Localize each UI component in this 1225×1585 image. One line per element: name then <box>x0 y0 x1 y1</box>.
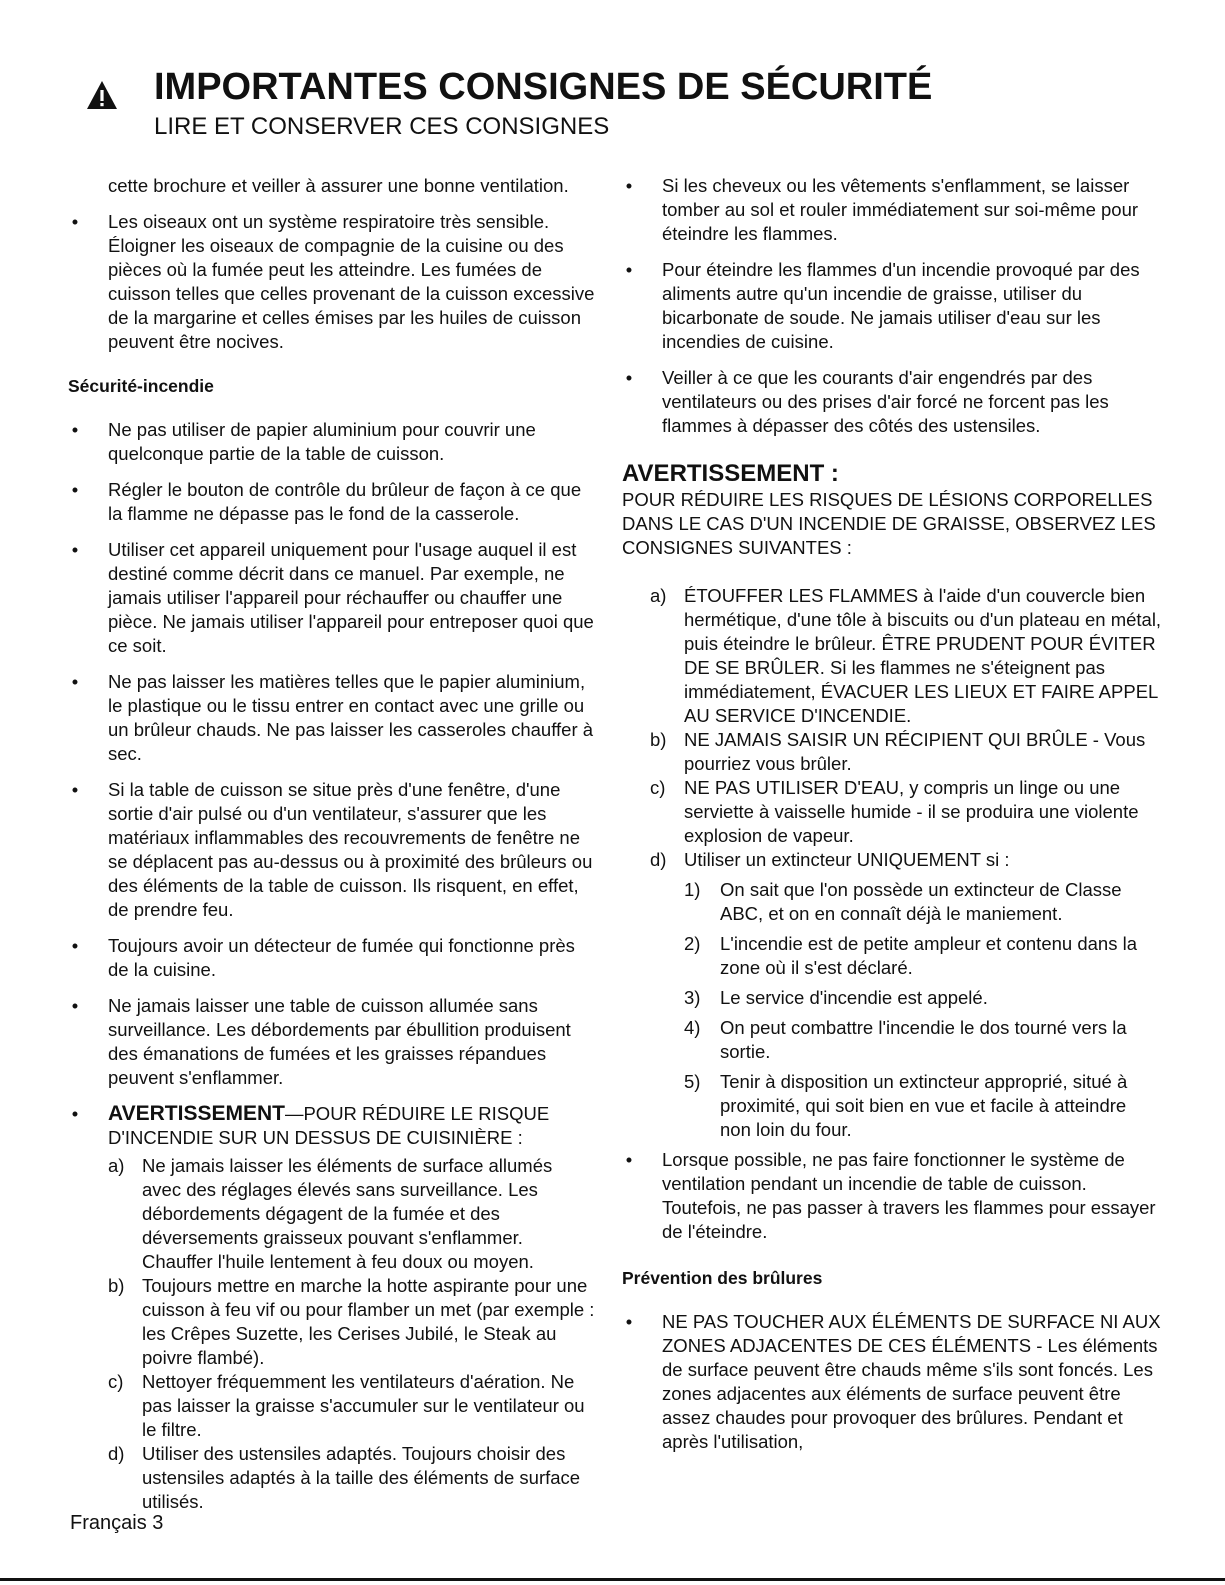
ventilation-list <box>622 1148 1162 1244</box>
burn-prevention-heading: Prévention des brûlures <box>622 1268 823 1288</box>
page-subtitle: LIRE ET CONSERVER CES CONSIGNES <box>154 113 610 140</box>
stovetop-warning-sublist <box>108 1154 596 1514</box>
list-item: b) Toujours mettre en marche la hotte aspirante pour une cuisson à feu vif ou pour flamber un met (par exemple : les Crêpes Suzette, les Cerises Jubilé, le Steak au poivre flambé). <box>108 1275 595 1368</box>
list-item: • NE PAS TOUCHER AUX ÉLÉMENTS DE SURFACE NI AUX ZONES ADJACENTES DE CES ÉLÉMENTS - Les éléments de surface peuvent être chauds même s'ils sont foncés. Les zones adjacentes aux éléments de surface peuvent être assez chaudes pour provoquer des brûlures. Pendant et après l'utilisation, <box>625 1311 1161 1452</box>
fire-safety-list <box>68 418 596 1514</box>
warning-rest: —POUR RÉDUIRE LE RISQUE D'INCENDIE SUR UN DESSUS DE CUISINIÈRE : <box>108 1103 550 1148</box>
extinguisher-conditions <box>684 878 1162 1142</box>
fire-safety-heading: Sécurité-incendie <box>68 376 214 396</box>
grease-fire-warning-heading: AVERTISSEMENT : <box>622 460 839 487</box>
bottom-rule <box>0 1578 1225 1581</box>
list-item: • Ne pas utiliser de papier aluminium pour couvrir une quelconque partie de la table de cuisson. <box>71 419 536 464</box>
list-item: • Les oiseaux ont un système respiratoire très sensible. Éloigner les oiseaux de compagnie de la cuisine ou des pièces où la fumée peut les atteindre. Les fumées de cuisson telles que celles provenant de la cuisson excessive de la margarine et celles émises par les huiles de cuisson peuvent être nocives. <box>71 211 595 352</box>
list-item: b) NE JAMAIS SAISIR UN RÉCIPIENT QUI BRÛLE - Vous pourriez vous brûler. <box>650 729 1146 774</box>
list-item: a) ÉTOUFFER LES FLAMMES à l'aide d'un couvercle bien hermétique, d'une tôle à biscuits ou d'un plateau en métal, puis éteindre le brûleur. ÊTRE PRUDENT POUR ÉVITER DE SE BRÛLER. Si les flammes ne s'éteignent pas immédiatement, ÉVACUER LES LIEUX ET FAIRE APPEL AU SERVICE D'INCENDIE. <box>650 585 1162 726</box>
list-item: • Régler le bouton de contrôle du brûleur de façon à ce que la flamme ne dépasse pas le fond de la casserole. <box>71 479 582 524</box>
grease-fire-steps <box>650 584 1162 1142</box>
stovetop-warning-item: • AVERTISSEMENT—POUR RÉDUIRE LE RISQUE D'INCENDIE SUR UN DESSUS DE CUISINIÈRE : a) Ne jamais laisser les éléments de surface allumés avec des réglages élevés sans surveillance. Les débordements dégagent de la fumée et des déversements graisseux pouvant s'enflammer. Chauffer l'huile lentement à feu doux ou moyen. b) Toujours mettre en marche la hotte aspirante pour une cuisson à feu vif ou pour flamber un met (par exemple : les Crêpes Suzette, les Cerises Jubilé, le Steak au poivre flambé). c) Nettoyer fréquemment les ventilateurs d'aération. Ne pas laisser la graisse s'accumuler sur le ventilateur ou le filtre. d) Utiliser des ustensiles adaptés. Toujours choisir des ustensiles adaptés à la taille des éléments de surface utilisés. <box>71 1102 595 1512</box>
warning-lead: AVERTISSEMENT <box>108 1102 285 1125</box>
list-item: 4) On peut combattre l'incendie le dos tourné vers la sortie. <box>684 1017 1127 1062</box>
list-item: 3) Le service d'incendie est appelé. <box>684 987 988 1008</box>
intro-continuation: cette brochure et veiller à assurer une bonne ventilation. <box>108 175 569 196</box>
list-item: a) Ne jamais laisser les éléments de surface allumés avec des réglages élevés sans surveillance. Les débordements dégagent de la fumée et des déversements graisseux pouvant s'enflammer. Chauffer l'huile lentement à feu doux ou moyen. <box>108 1155 553 1272</box>
left-column <box>68 174 596 1526</box>
birds-list <box>68 210 596 354</box>
list-item: • Ne jamais laisser une table de cuisson allumée sans surveillance. Les débordements par ébullition produisent des émanations de fumées et les graisses répandues peuvent s'enflammer. <box>71 995 571 1088</box>
top-safety-list <box>622 174 1162 438</box>
list-item: • Veiller à ce que les courants d'air engendrés par des ventilateurs ou des prises d'air forcé ne forcent pas les flammes à dépasser des côtés des ustensiles. <box>625 367 1109 436</box>
page-number: Français 3 <box>70 1512 164 1534</box>
list-item: 5) Tenir à disposition un extincteur approprié, situé à proximité, qui soit bien en vue et facile à atteindre non loin du four. <box>684 1071 1128 1140</box>
list-item: • Pour éteindre les flammes d'un incendie provoqué par des aliments autre qu'un incendie de graisse, utiliser du bicarbonate de soude. Ne jamais utiliser d'eau sur les incendies de cuisine. <box>625 259 1140 352</box>
list-item: • Toujours avoir un détecteur de fumée qui fonctionne près de la cuisine. <box>71 935 575 980</box>
list-item: • Si les cheveux ou les vêtements s'enflamment, se laisser tomber au sol et rouler immédiatement sur soi-même pour éteindre les flammes. <box>625 175 1139 244</box>
warning-triangle-icon <box>86 80 118 110</box>
page-header <box>0 0 1225 150</box>
list-item: • Ne pas laisser les matières telles que le papier aluminium, le plastique ou le tissu entrer en contact avec une grille ou un brûleur chauds. Ne pas laisser les casseroles chauffer à sec. <box>71 671 594 764</box>
burn-prevention-list <box>622 1310 1162 1454</box>
page-title: IMPORTANTES CONSIGNES DE SÉCURITÉ <box>154 66 933 108</box>
list-item: 2) L'incendie est de petite ampleur et contenu dans la zone où il s'est déclaré. <box>684 933 1137 978</box>
list-item: • Utiliser cet appareil uniquement pour l'usage auquel il est destiné comme décrit dans ce manuel. Par exemple, ne jamais utiliser l'appareil pour réchauffer ou chauffer une pièce. Ne jamais utiliser l'appareil pour entreposer quoi que ce soit. <box>71 539 594 656</box>
list-item: d) Utiliser des ustensiles adaptés. Toujours choisir des ustensiles adaptés à la taille des éléments de surface utilisés. <box>108 1443 581 1512</box>
grease-fire-warning-intro: POUR RÉDUIRE LES RISQUES DE LÉSIONS CORPORELLES DANS LE CAS D'UN INCENDIE DE GRAISSE, OBSERVEZ LES CONSIGNES SUIVANTES : <box>622 489 1156 558</box>
list-item: d) Utiliser un extincteur UNIQUEMENT si : 1) On sait que l'on possède un extincteur de Classe ABC, et on en connaît déjà le maniement. 2) L'incendie est de petite ampleur et contenu dans la zone où il s'est déclaré. 3) Le service d'incendie est appelé. 4) On peut combattre l'incendie le dos tourné vers la sortie. 5) Tenir à disposition un extincteur approprié, situé à proximité, qui soit bien en vue et facile à atteindre non loin du four. <box>650 848 1162 1142</box>
list-item: c) Nettoyer fréquemment les ventilateurs d'aération. Ne pas laisser la graisse s'accumuler sur le ventilateur ou le filtre. <box>108 1371 585 1440</box>
list-item: • Si la table de cuisson se situe près d'une fenêtre, d'une sortie d'air pulsé ou d'un ventilateur, s'assurer que les matériaux inflammables des recouvrements de fenêtre ne se déplacent pas au-dessus ou à proximité des brûleurs ou des éléments de la table de cuisson. Ils risquent, en effet, de prendre feu. <box>71 779 593 920</box>
list-item: 1) On sait que l'on possède un extincteur de Classe ABC, et on en connaît déjà le maniement. <box>684 879 1122 924</box>
list-item: • Lorsque possible, ne pas faire fonctionner le système de ventilation pendant un incendie de table de cuisson. Toutefois, ne pas passer à travers les flammes pour essayer de l'éteindre. <box>625 1149 1156 1242</box>
list-item: c) NE PAS UTILISER D'EAU, y compris un linge ou une serviette à vaisselle humide - il se produira une violente explosion de vapeur. <box>650 777 1139 846</box>
right-column <box>622 174 1162 1466</box>
